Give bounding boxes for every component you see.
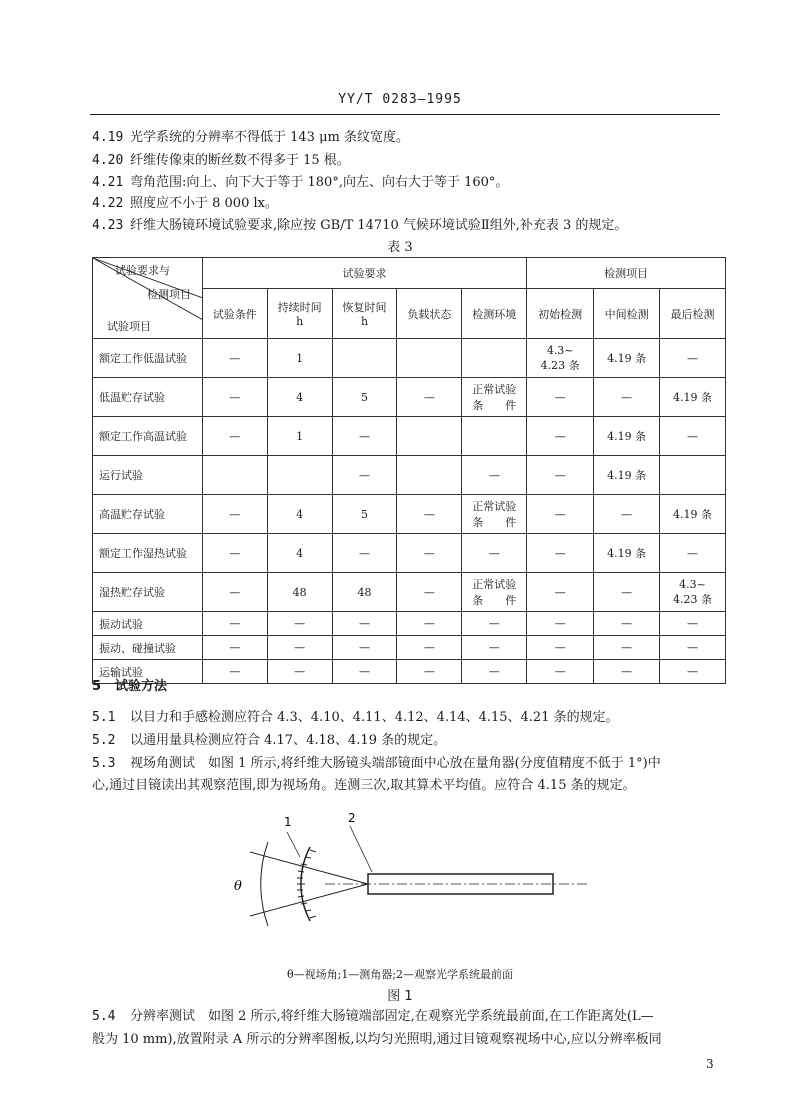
row-test-name: 湿热贮存试验 (93, 573, 203, 612)
cell-dur: — (267, 660, 332, 684)
cell-mid: — (594, 378, 660, 417)
cell-cond: — (202, 573, 267, 612)
cell-env: — (462, 612, 527, 636)
cell-mid: 4.19 条 (594, 339, 660, 378)
cell-final: 4.19 条 (660, 378, 726, 417)
cell-rec (332, 339, 397, 378)
cell-dur: 1 (267, 417, 332, 456)
cell-final: — (660, 417, 726, 456)
figure-label-2: 2 (348, 812, 356, 825)
cell-cond: — (202, 339, 267, 378)
cell-env: — (462, 660, 527, 684)
cell-env: — (462, 534, 527, 573)
cell-load: — (397, 636, 462, 660)
cell-rec: — (332, 456, 397, 495)
cell-init: — (527, 378, 594, 417)
cell-mid: 4.19 条 (594, 534, 660, 573)
figure-1-diagram (230, 812, 600, 962)
figure-1-caption: θ—视场角;1—测角器;2—观察光学系统最前面 (286, 968, 514, 981)
row-test-name: 额定工作低温试验 (93, 339, 203, 378)
col-header-initial: 初始检测 (527, 289, 594, 339)
cell-mid: — (594, 612, 660, 636)
cell-env: — (462, 456, 527, 495)
cell-env (462, 417, 527, 456)
table-row (93, 534, 726, 573)
cell-env (462, 339, 527, 378)
corner-label-requirement: 试验要求与 (115, 264, 170, 277)
row-test-name: 运行试验 (93, 456, 203, 495)
row-test-name: 高温贮存试验 (93, 495, 203, 534)
table-row (93, 378, 726, 417)
angle-arc (261, 842, 268, 926)
table-row (93, 495, 726, 534)
clause-4-23: 4.23 纤维大肠镜环境试验要求,除应按 GB/T 14710 气候环境试验Ⅱ组外,补充表 3 的规定。 (92, 218, 628, 233)
cell-cond: — (202, 378, 267, 417)
clause-4-19: 4.19 光学系统的分辨率不得低于 143 μm 条纹宽度。 (92, 130, 409, 145)
cell-final: 4.19 条 (660, 495, 726, 534)
section-5-heading: 5 试验方法 (92, 679, 168, 694)
cell-load: — (397, 495, 462, 534)
cell-env: — (462, 636, 527, 660)
cell-mid: — (594, 660, 660, 684)
group-header-requirements: 试验要求 (202, 258, 526, 289)
method-5-2: 5.2 以通用量具检测应符合 4.17、4.18、4.19 条的规定。 (92, 733, 447, 748)
cell-dur: 4 (267, 534, 332, 573)
cell-rec: 5 (332, 378, 397, 417)
corner-label-detection: 检测项目 (147, 288, 191, 301)
table-row (93, 660, 726, 684)
table-3 (92, 257, 726, 684)
method-5-3-cont: 心,通过目镜读出其观察范围,即为视场角。连测三次,取其算术平均值。应符合 4.15 条的规定。 (92, 778, 636, 793)
cell-mid: — (594, 636, 660, 660)
group-header-detection: 检测项目 (527, 258, 726, 289)
cell-mid: — (594, 573, 660, 612)
table-row (93, 339, 726, 378)
cell-init: — (527, 495, 594, 534)
cell-dur: — (267, 636, 332, 660)
cell-dur: 48 (267, 573, 332, 612)
cell-cond: — (202, 636, 267, 660)
clause-4-21: 4.21 弯角范围:向上、向下大于等于 180°,向左、向右大于等于 160°。 (92, 175, 509, 190)
table-body (93, 339, 726, 684)
col-header-intermediate: 中间检测 (594, 289, 660, 339)
row-test-name: 运输试验 (93, 660, 203, 684)
cell-rec: — (332, 660, 397, 684)
figure-1-title: 图 1 (387, 989, 413, 1004)
cell-cond: — (202, 612, 267, 636)
cell-load: — (397, 573, 462, 612)
cell-dur: 4 (267, 378, 332, 417)
cell-mid: 4.19 条 (594, 417, 660, 456)
cell-init: — (527, 534, 594, 573)
header-rule (90, 114, 720, 115)
cell-dur: 1 (267, 339, 332, 378)
cell-rec: — (332, 534, 397, 573)
cell-init: 4.3~ 4.23 条 (527, 339, 594, 378)
view-ray-upper (250, 852, 368, 884)
cell-load: — (397, 612, 462, 636)
cell-init: — (527, 417, 594, 456)
cell-init: — (527, 660, 594, 684)
method-5-4-cont: 般为 10 mm),放置附录 A 所示的分辨率图板,以均匀光照明,通过目镜观察视场中心,应以分辨率板同 (92, 1032, 662, 1047)
cell-env: 正常试验 条 件 (462, 378, 527, 417)
standard-header: YY/T 0283—1995 (338, 92, 462, 107)
clause-4-22: 4.22 照度应不小于 8 000 lx。 (92, 196, 278, 211)
cell-init: — (527, 612, 594, 636)
cell-load: — (397, 534, 462, 573)
leader-line-2 (350, 826, 372, 872)
cell-env: 正常试验 条 件 (462, 495, 527, 534)
cell-cond: — (202, 660, 267, 684)
corner-label-test: 试验项目 (107, 320, 151, 333)
col-header-final: 最后检测 (660, 289, 726, 339)
method-5-4: 5.4 分辨率测试 如图 2 所示,将纤维大肠镜端部固定,在观察光学系统最前面,在工作距离处(L— (92, 1009, 654, 1024)
cell-rec: 5 (332, 495, 397, 534)
table-row (93, 636, 726, 660)
row-test-name: 额定工作湿热试验 (93, 534, 203, 573)
cell-cond: — (202, 417, 267, 456)
cell-init: — (527, 636, 594, 660)
cell-load (397, 456, 462, 495)
cell-final (660, 456, 726, 495)
cell-dur: 4 (267, 495, 332, 534)
cell-final: — (660, 534, 726, 573)
view-ray-lower (250, 884, 368, 916)
cell-rec: — (332, 636, 397, 660)
cell-final: — (660, 612, 726, 636)
table-row (93, 612, 726, 636)
cell-dur: — (267, 612, 332, 636)
cell-env: 正常试验 条 件 (462, 573, 527, 612)
cell-final: — (660, 660, 726, 684)
method-5-1: 5.1 以目力和手感检测应符合 4.3、4.10、4.11、4.12、4.14、4.15、4.21 条的规定。 (92, 710, 619, 725)
row-test-name: 额定工作高温试验 (93, 417, 203, 456)
cell-rec: 48 (332, 573, 397, 612)
cell-rec: — (332, 612, 397, 636)
col-header-condition: 试验条件 (202, 289, 267, 339)
table-caption: 表 3 (387, 240, 413, 255)
table-row (93, 573, 726, 612)
table-row (93, 456, 726, 495)
cell-cond (202, 456, 267, 495)
table-row (93, 417, 726, 456)
cell-load: — (397, 378, 462, 417)
clause-4-20: 4.20 纤维传像束的断丝数不得多于 15 根。 (92, 153, 350, 168)
protractor-ticks (297, 850, 316, 918)
cell-load: — (397, 660, 462, 684)
cell-mid: 4.19 条 (594, 456, 660, 495)
col-header-load: 负载状态 (397, 289, 462, 339)
col-header-environment: 检测环境 (462, 289, 527, 339)
cell-init: — (527, 456, 594, 495)
cell-dur (267, 456, 332, 495)
row-test-name: 低温贮存试验 (93, 378, 203, 417)
cell-cond: — (202, 534, 267, 573)
cell-cond: — (202, 495, 267, 534)
cell-load (397, 417, 462, 456)
row-test-name: 振动试验 (93, 612, 203, 636)
theta-label: θ (234, 879, 242, 894)
cell-final: — (660, 636, 726, 660)
cell-final: — (660, 339, 726, 378)
cell-final: 4.3~ 4.23 条 (660, 573, 726, 612)
col-header-duration: 持续时间 h (267, 289, 332, 339)
page-number: 3 (706, 1057, 714, 1071)
table-corner-header (93, 258, 203, 339)
col-header-recovery: 恢复时间 h (332, 289, 397, 339)
method-5-3: 5.3 视场角测试 如图 1 所示,将纤维大肠镜头端部镜面中心放在量角器(分度值精度不低于 1°)中 (92, 756, 661, 771)
cell-mid: — (594, 495, 660, 534)
row-test-name: 振动、碰撞试验 (93, 636, 203, 660)
cell-init: — (527, 573, 594, 612)
cell-load (397, 339, 462, 378)
leader-line-1 (287, 832, 300, 857)
figure-label-1: 1 (284, 815, 292, 829)
cell-rec: — (332, 417, 397, 456)
